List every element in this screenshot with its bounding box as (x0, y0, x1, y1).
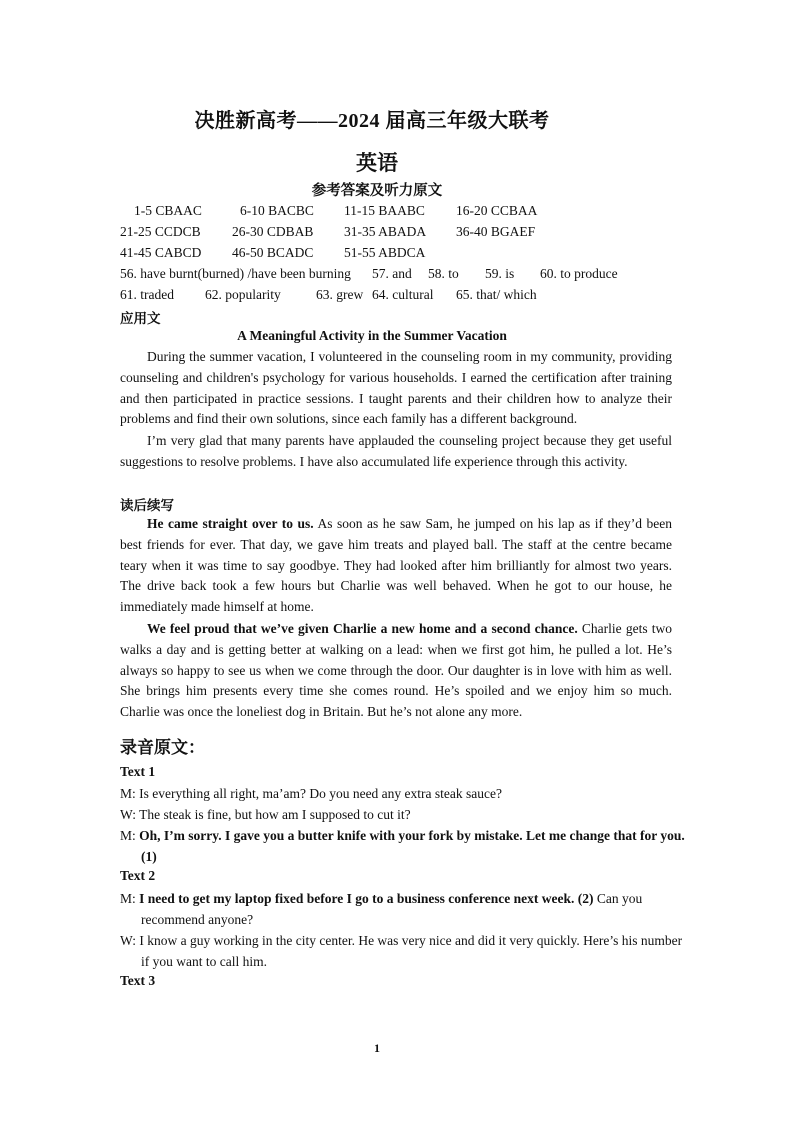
answer-item: 56. have burnt(burned) /have been burning (120, 266, 351, 281)
answer-group: 41-45 CABCD (120, 245, 202, 260)
answer-group: 36-40 BGAEF (456, 224, 536, 239)
essay-paragraph: I’m very glad that many parents have applauded the counseling project because they get useful suggestions to resolve problems. I have also accumulated life experience through this activity. (120, 433, 672, 469)
answer-item: 58. to (428, 266, 459, 281)
text-3-label: Text 3 (120, 973, 156, 988)
answer-group: 31-35 ABADA (344, 224, 427, 239)
dialogue-line: W: I know a guy working in the city center. He was very nice and did it very quickly. Here’s his number if you want to call him. (120, 933, 683, 969)
dialogue-line: W: The steak is fine, but how am I supposed to cut it? (120, 807, 411, 822)
subject-title: 英语 (356, 151, 398, 175)
answer-item: 63. grew (316, 287, 364, 302)
answer-item: 59. is (485, 266, 515, 281)
applied-writing-label: 应用文 (120, 311, 161, 326)
answer-item: 61. traded (120, 287, 174, 302)
answer-item: 64. cultural (372, 287, 434, 302)
dialogue-line: M: Is everything all right, ma’am? Do you need any extra steak sauce? (120, 786, 502, 801)
answer-group: 51-55 ABDCA (344, 245, 426, 260)
page-number: 1 (374, 1041, 380, 1055)
answer-item: 65. that/ which (456, 287, 537, 302)
answer-item: 60. to produce (540, 266, 618, 281)
essay-paragraph: During the summer vacation, I volunteered in the counseling room in my community, providing counseling and children's psychology for various households. I earned the certification after training and then participated in practice sessions. I taught parents and their children how to analyze their problems and find their own solutions, since each family has a different background. (120, 349, 672, 427)
dialogue-line: M: I need to get my laptop fixed before I go to a business conference next week. (2) Can you recommend anyone? (120, 891, 643, 927)
answer-item: 62. popularity (205, 287, 281, 302)
answer-group: 1-5 CBAAC (134, 203, 202, 218)
answer-group: 21-25 CCDCB (120, 224, 201, 239)
continuation-label: 读后续写 (120, 498, 174, 513)
answer-group: 11-15 BAABC (344, 203, 425, 218)
recording-heading: 录音原文： (120, 738, 205, 757)
answer-group: 16-20 CCBAA (456, 203, 538, 218)
answer-item: 57. and (372, 266, 412, 281)
answer-group: 26-30 CDBAB (232, 224, 314, 239)
continuation-paragraph: He came straight over to us. As soon as he saw Sam, he jumped on his lap as if they’d been best friends for ever. That day, we gave him treats and played ball. The staff at the centre became teary when it was time to say goodbye. They had looked after him brilliantly for almost two years. The drive back took a few hours but Charlie was well behaved. When he got to our house, he immediately made himself at home. (120, 516, 672, 615)
exam-title: 决胜新高考——2024 届高三年级大联考 (194, 110, 550, 132)
text-2-label: Text 2 (120, 868, 156, 883)
text-1-label: Text 1 (120, 764, 156, 779)
answer-group: 6-10 BACBC (240, 203, 314, 218)
continuation-paragraph: We feel proud that we’ve given Charlie a new home and a second chance. Charlie gets two walks a day and is getting better at walking on a lead: when we first got him, he pulled a lot. He’s always so happy to see us when we come through the door. Our daughter is in love with him as well. She brings him presents every time she comes round. He’s spoiled and we enjoy him so much. Charlie was once the loneliest dog in Britain. But he’s not alone any more. (120, 621, 672, 720)
answer-group: 46-50 BCADC (232, 245, 314, 260)
dialogue-line: M: Oh, I’m sorry. I gave you a butter knife with your fork by mistake. Let me change that for you. (1) (120, 828, 685, 864)
answer-heading: 参考答案及听力原文 (311, 183, 443, 199)
essay-title: A Meaningful Activity in the Summer Vacation (237, 328, 507, 343)
